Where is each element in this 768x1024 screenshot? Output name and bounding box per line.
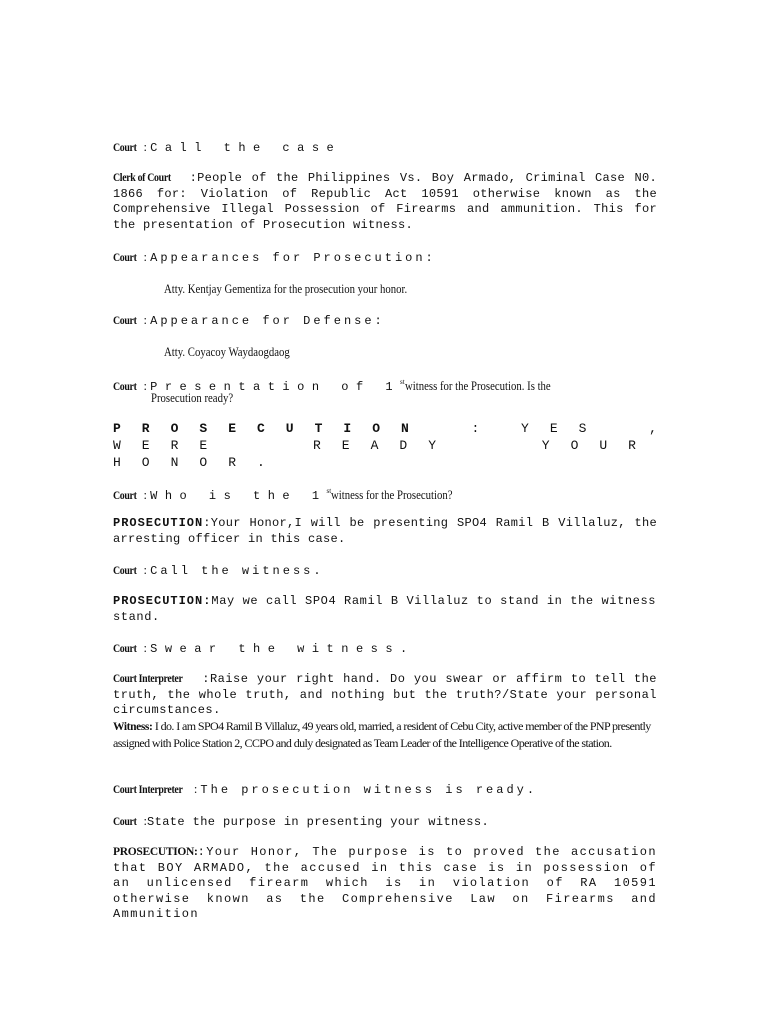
statement-text: Atty. Coyacoy Waydaogdaog xyxy=(164,345,290,359)
statement-text: Atty. Kentjay Gementiza for the prosecution your honor. xyxy=(164,282,408,296)
separator: : xyxy=(189,171,198,185)
response-word: HONOR. xyxy=(113,455,286,470)
response-comma: , xyxy=(649,421,657,436)
separator: : xyxy=(143,140,147,154)
separator: : xyxy=(143,641,147,655)
statement-text: Swear the witness. xyxy=(150,642,415,656)
court-who-witness xyxy=(113,484,657,505)
statement-text: State the purpose in presenting your witness. xyxy=(147,815,490,829)
court-swear-witness xyxy=(113,641,657,658)
response-word: READY xyxy=(312,438,457,453)
statement-text-cont: witness for the Prosecution? xyxy=(331,488,453,502)
response-word: WERE xyxy=(113,438,229,453)
interpreter-oath xyxy=(113,672,657,719)
statement-text: The prosecution witness is ready. xyxy=(200,783,538,797)
statement-text: Your Honor, The purpose is to proved the accusation that BOY ARMADO, the accused in this case is in possession of an unlicensed firearm which is in violation of RA 10591 otherwise known as the Comprehensive Law on Firearms and Ammunition xyxy=(113,845,657,922)
prosecution-call-witness xyxy=(113,594,657,625)
separator: : xyxy=(143,313,147,327)
speaker-label: Court Interpreter xyxy=(113,673,183,685)
separator: : xyxy=(143,563,147,577)
statement-text: Who is the 1 xyxy=(150,489,327,503)
court-presentation-line2 xyxy=(151,391,246,407)
statement-text: People of the Philippines Vs. Boy Armado, Criminal Case N0. 1866 for: Violation of Republic Act 10591 otherwise known as the Comprehensive Illegal Possession of Firearms and ammunition. This for the presentation of Prosecution witness. xyxy=(113,171,657,232)
separator: : xyxy=(143,488,147,502)
witness-statement xyxy=(113,719,657,751)
separator: : xyxy=(203,516,211,530)
speaker-label: PROSECUTION xyxy=(113,421,430,436)
speaker-label: PROSECUTION: xyxy=(113,594,212,608)
separator: : xyxy=(143,814,147,828)
statement-text-cont: witness for the Prosecution. Is the xyxy=(404,379,551,393)
ordinal-suffix: st xyxy=(400,378,405,386)
statement-text: Appearance for Defense: xyxy=(150,314,385,328)
interpreter-ready xyxy=(113,782,657,799)
court-appearance-defense xyxy=(113,313,657,330)
clerk-statement xyxy=(113,171,657,233)
response-word: YES xyxy=(521,421,608,436)
statement-text: Call the case xyxy=(150,141,342,155)
speaker-label: Court xyxy=(113,142,137,154)
speaker-label: Clerk of Court xyxy=(113,172,171,184)
response-word: YOUR xyxy=(541,438,657,453)
statement-text: Your Honor,I will be presenting SPO4 Ramil B Villaluz, the arresting officer in this case. xyxy=(113,516,657,546)
speaker-label: Court xyxy=(113,565,137,577)
speaker-label: Court xyxy=(113,643,137,655)
speaker-label: PROSECUTION xyxy=(113,516,204,530)
court-appearances-prosecution xyxy=(113,250,657,267)
defense-appearance xyxy=(164,345,310,360)
speaker-label: Court Interpreter xyxy=(113,784,183,796)
speaker-label: Court xyxy=(113,381,137,393)
ordinal-suffix: st xyxy=(326,487,332,495)
statement-text: Call the witness. xyxy=(150,564,324,578)
speaker-label: Court xyxy=(113,816,137,828)
separator: : xyxy=(197,845,207,859)
court-state-purpose xyxy=(113,814,657,831)
prosecution-ready-response xyxy=(113,421,657,472)
separator: : xyxy=(202,672,210,686)
statement-text: Presentation of 1 xyxy=(150,380,401,394)
speaker-label: Witness: xyxy=(113,721,153,733)
speaker-label: Court xyxy=(113,315,137,327)
statement-text: Appearances for Prosecution: xyxy=(150,251,436,265)
statement-text: Prosecution ready? xyxy=(151,391,234,405)
statement-text: I do. I am SPO4 Ramil B Villaluz, 49 years old, married, a resident of Cebu City, active member of the PNP presently assigned with Police Station 2, CCPO and duly designated as Team Leader of the Intelligence Operative of the station. xyxy=(113,719,651,750)
separator: : xyxy=(143,250,147,264)
court-call-witness xyxy=(113,563,657,580)
speaker-label: PROSECUTION: xyxy=(113,846,198,858)
separator: : xyxy=(143,379,147,393)
separator: : xyxy=(471,421,480,436)
statement-text: May we call SPO4 Ramil B Villaluz to stand in the witness stand. xyxy=(113,594,657,624)
speaker-label: Court xyxy=(113,252,137,264)
prosecution-presenting xyxy=(113,516,657,547)
speaker-label: Court xyxy=(113,490,137,502)
court-call-case xyxy=(113,140,657,157)
statement-text: Raise your right hand. Do you swear or affirm to tell the truth, the whole truth, and nothing but the truth?/State your personal circumstances. xyxy=(113,672,657,718)
separator: : xyxy=(193,782,198,796)
prosecution-purpose xyxy=(113,845,657,923)
prosecution-appearance xyxy=(164,282,447,297)
